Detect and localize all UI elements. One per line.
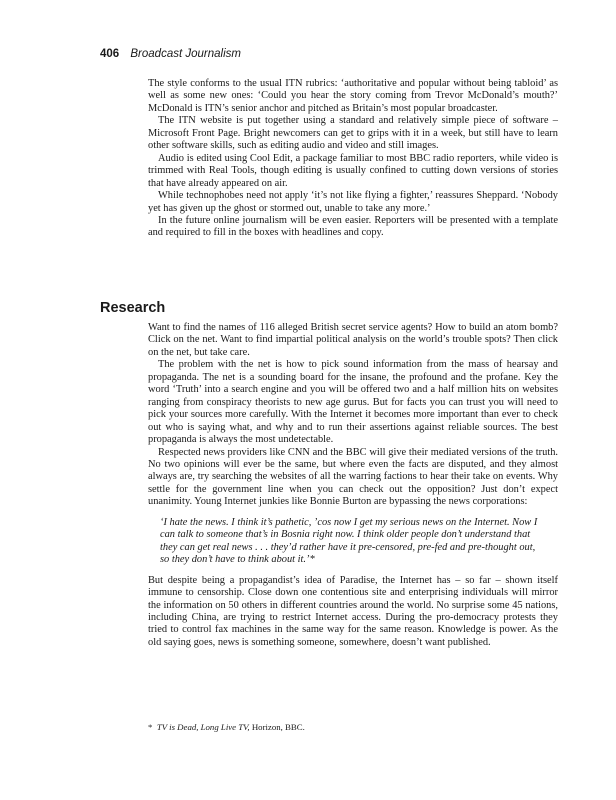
paragraph: The style conforms to the usual ITN rubrics: ‘authoritative and popular without being tabloid’ as well as some new ones: ‘Could you hear the story coming from Trevor McDonald’s mouth?’ McDonald is ITN’s senior anchor and pitched as Britain’s most popular broadcaster. — [148, 78, 558, 114]
paragraph: Audio is edited using Cool Edit, a package familiar to most BBC radio reporters, while video is trimmed with Real Tools, though editing is usually confined to cutting down versions of stories that have already appeared on air. — [148, 152, 558, 189]
paragraph: The problem with the net is how to pick sound information from the mass of hearsay and propaganda. The net is a sounding board for the insane, the profound and the profane. Key the word ‘Truth’ into a search engine and you will be offered two and a half million hits on websites ranging from conspiracy theorists to new age gurus. But for facts you can trust you will need to pick your sources more carefully. With the Internet it becomes more important than ever to check out who is saying what, and why and to run their assertions against reliable sources. The best propaganda is always the most undetectable. — [148, 359, 558, 446]
paragraph: Respected news providers like CNN and the BBC will give their mediated versions of the truth. No two opinions will ever be the same, but where even the facts are disputed, and they almost always are, try searching the websites of all the warring factions to hear their take on events. Why settle for the government line when you can check out the opposition? Just don’t expect unanimity. Young Internet junkies like Bonnie Burton are bypassing the news corporations: — [148, 446, 558, 508]
paragraph: Want to find the names of 116 alleged British secret service agents? How to build an atom bomb? Click on the net. Want to find impartial political analysis on the world’s trouble spots? Then click on the net, but take care. — [148, 322, 558, 358]
paragraph: In the future online journalism will be even easier. Reporters will be presented with a template and required to fill in the boxes with headlines and copy. — [148, 214, 558, 239]
paragraph: While technophobes need not apply ‘it’s not like flying a fighter,’ reassures Sheppard. ‘Nobody yet has given up the ghost or stormed out, unable to take any more.’ — [148, 190, 558, 214]
running-head — [100, 47, 241, 61]
research-section — [148, 322, 558, 649]
footnote — [148, 722, 558, 733]
footnote-marker: * — [148, 722, 153, 732]
book-title: Broadcast Journalism — [130, 48, 241, 60]
block-quote: ‘I hate the news. I think it’s pathetic, ’cos now I get my serious news on the Internet. Now I can talk to someone that’s in Bosnia right now. I think older people don’t understand that they can get real news . . . they’d rather have it pre-censored, pre-fed and pre-thought out, so they don’t have to think about it.’* — [160, 516, 538, 566]
footnote-title: TV is Dead, Long Live TV, — [156, 722, 250, 732]
page-number: 406 — [100, 48, 120, 60]
section-heading-research: Research — [100, 300, 166, 316]
paragraph: But despite being a propagandist’s idea of Paradise, the Internet has – so far – shown itself immune to censorship. Close down one contentious site and enterprising individuals will mirror the information on 50 others in different countries around the world. No surprise some 45 nations, including China, are trying to restrict Internet access. During the pro-democracy protests they tried to control fax machines in the same way for the same reason. Knowledge is power. As the old saying goes, news is something someone, somewhere, doesn’t want published. — [148, 574, 558, 648]
footnote-source: Horizon, BBC. — [251, 722, 305, 732]
top-section — [148, 78, 558, 240]
paragraph: The ITN website is put together using a standard and relatively simple piece of software – Microsoft Front Page. Bright newcomers can get to grips with it in a week, but still have to learn other software skills, such as editing audio and video and still images. — [148, 115, 558, 152]
